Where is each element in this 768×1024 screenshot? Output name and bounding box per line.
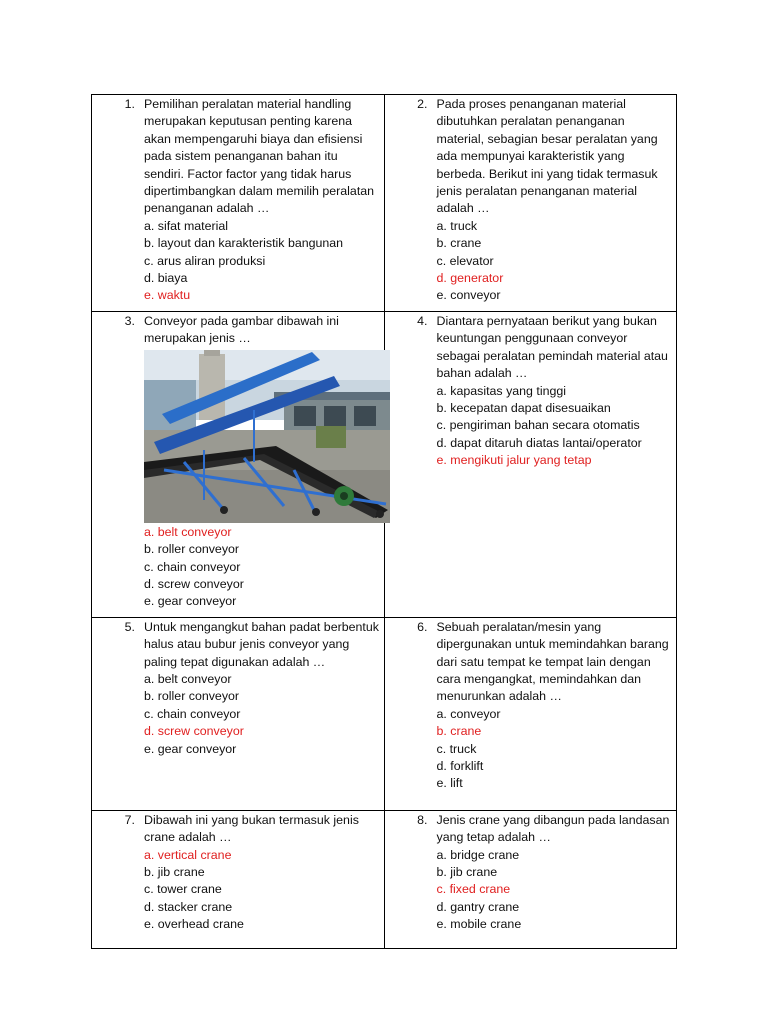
answer-option: c. pengiriman bahan secara otomatis xyxy=(436,418,640,433)
belt-conveyor-photo xyxy=(144,350,390,523)
question-block xyxy=(92,811,384,940)
question-block xyxy=(92,312,384,617)
question-body xyxy=(437,96,673,305)
answer-option: d. screw conveyor xyxy=(144,576,244,591)
answer-option: a. conveyor xyxy=(436,706,501,721)
answer-option: b. jib crane xyxy=(144,864,205,879)
answer-option: c. truck xyxy=(436,741,477,756)
answer-option-correct: d. generator xyxy=(436,271,504,286)
question-block xyxy=(385,95,677,311)
table-row xyxy=(92,311,677,617)
question-stem: Untuk mengangkut bahan padat berbentuk halus atau bubur jenis conveyor yang paling tepat digunakan adalah … xyxy=(144,619,379,669)
question-stem: Dibawah ini yang bukan termasuk jenis crane adalah … xyxy=(144,812,359,845)
answer-option: b. roller conveyor xyxy=(144,689,240,704)
answer-option: e. gear conveyor xyxy=(144,594,237,609)
question-stem: Diantara pernyataan berikut yang bukan keuntungan penggunaan conveyor sebagai peralatan pemindah material atau bahan adalah … xyxy=(436,313,668,381)
question-stem: Pada proses penanganan material dibutuhkan peralatan penanganan material, sebagian besar peralatan yang ada mempunyai karakteristik yang berbeda. Berikut ini yang tidak termasuk jenis peralatan penanganan material adalah … xyxy=(436,97,658,216)
answer-option: a. sifat material xyxy=(144,218,229,233)
question-block xyxy=(92,95,384,311)
answer-option: e. conveyor xyxy=(436,288,501,303)
question-cell-5 xyxy=(92,617,385,810)
table-row xyxy=(92,95,677,312)
answer-option: c. chain conveyor xyxy=(144,706,241,721)
question-stem: Sebuah peralatan/mesin yang dipergunakan untuk memindahkan barang dari satu tempat ke tempat lain dengan cara mengangkat, memindahkan dan menurunkan adalah … xyxy=(436,619,669,704)
question-cell-7 xyxy=(92,810,385,948)
answer-option-correct: c. fixed crane xyxy=(436,882,511,897)
question-number: 1. xyxy=(124,97,135,111)
question-number: 4. xyxy=(417,313,428,328)
answer-option-correct: d. screw conveyor xyxy=(144,724,244,739)
answer-option: c. elevator xyxy=(436,253,494,268)
answer-option: a. bridge crane xyxy=(436,847,520,862)
question-stem: Pemilihan peralatan material handling merupakan keputusan penting karena akan mempengaruhi biaya dan efisiensi pada sistem penanganan bahan itu sendiri. Factor factor yang tidak harus dipertimbangkan dalam memilih peralatan penanganan adalah … xyxy=(144,97,375,216)
answer-option: d. forklift xyxy=(436,758,484,773)
question-cell-6 xyxy=(384,617,677,810)
question-body xyxy=(144,313,380,611)
table-row xyxy=(92,810,677,948)
answer-option: c. tower crane xyxy=(144,882,222,897)
answer-option: d. dapat ditaruh diatas lantai/operator xyxy=(436,435,642,450)
question-block xyxy=(385,618,677,799)
question-cell-1 xyxy=(92,95,385,312)
answer-option-correct: b. crane xyxy=(436,724,482,739)
answer-option-correct: a. belt conveyor xyxy=(144,524,232,539)
answer-option: b. kecepatan dapat disesuaikan xyxy=(436,400,611,415)
answer-option: d. biaya xyxy=(144,271,188,286)
answer-option-correct: a. vertical crane xyxy=(144,847,232,862)
question-number: 5. xyxy=(124,619,135,634)
answer-option: b. roller conveyor xyxy=(144,542,240,557)
answer-option: d. gantry crane xyxy=(436,899,520,914)
question-cell-4 xyxy=(384,311,677,617)
answer-option: b. crane xyxy=(436,236,482,251)
answer-option: e. overhead crane xyxy=(144,917,244,932)
question-number: 2. xyxy=(417,97,428,111)
question-cell-3 xyxy=(92,311,385,617)
answer-option: e. mobile crane xyxy=(436,917,522,932)
question-number: 6. xyxy=(417,619,428,634)
question-cell-8 xyxy=(384,810,677,948)
question-body xyxy=(144,619,380,758)
answer-option-correct: e. waktu xyxy=(144,288,191,303)
question-cell-2 xyxy=(384,95,677,312)
question-body xyxy=(437,313,673,470)
answer-option: e. gear conveyor xyxy=(144,741,237,756)
question-stem: Jenis crane yang dibangun pada landasan yang tetap adalah … xyxy=(436,812,670,845)
question-stem: Conveyor pada gambar dibawah ini merupakan jenis … xyxy=(144,313,339,346)
question-body xyxy=(437,812,673,934)
question-body xyxy=(437,619,673,793)
question-number: 3. xyxy=(124,313,135,328)
question-number: 7. xyxy=(124,812,135,827)
question-block xyxy=(385,312,677,476)
answer-option: b. jib crane xyxy=(436,864,498,879)
question-body xyxy=(144,96,380,305)
answer-option: a. kapasitas yang tinggi xyxy=(436,383,566,398)
question-number: 8. xyxy=(417,812,428,827)
question-block xyxy=(385,811,677,940)
answer-option-correct: e. mengikuti jalur yang tetap xyxy=(436,453,592,468)
question-block xyxy=(92,618,384,764)
answer-option: d. stacker crane xyxy=(144,899,233,914)
answer-option: c. chain conveyor xyxy=(144,559,241,574)
quiz-table xyxy=(91,94,677,949)
answer-option: b. layout dan karakteristik bangunan xyxy=(144,236,344,251)
question-body xyxy=(144,812,380,934)
answer-option: a. truck xyxy=(436,218,478,233)
answer-option: e. lift xyxy=(436,776,463,791)
answer-option: c. arus aliran produksi xyxy=(144,253,266,268)
table-row xyxy=(92,617,677,810)
answer-option: a. belt conveyor xyxy=(144,671,232,686)
